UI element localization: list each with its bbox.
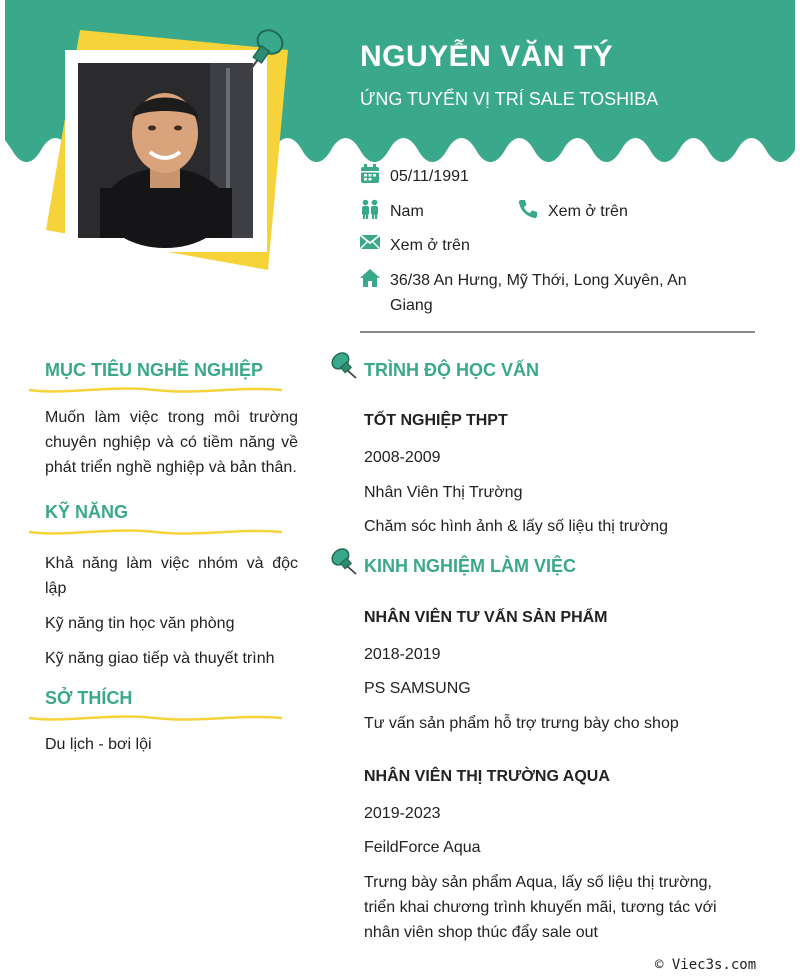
pushpin-icon — [331, 352, 359, 380]
wavy-divider — [28, 713, 283, 723]
left-column — [28, 352, 298, 757]
hobby-item: Du lịch - bơi lội — [45, 736, 152, 753]
education-entry-period: 2008-2009 — [364, 449, 441, 466]
email: Xem ở trên — [390, 237, 470, 254]
experience-entry-place: FeildForce Aqua — [364, 839, 481, 856]
pushpin-icon — [331, 548, 359, 576]
birthday: 05/11/1991 — [390, 168, 469, 185]
experience-entry-period: 2019-2023 — [364, 805, 441, 822]
home-icon — [360, 268, 382, 290]
candidate-name: NGUYỄN VĂN TÝ — [360, 40, 614, 73]
experience-entry-desc: Trưng bày sản phẩm Aqua, lấy số liệu thị trường, triển khai chương trình khuyến mãi, tương tác với nhân viên shop thúc đẩy sale out — [364, 874, 717, 941]
education-entry-desc: Chăm sóc hình ảnh & lấy số liệu thị trường — [364, 518, 669, 535]
education-title: TRÌNH ĐỘ HỌC VẤN — [364, 360, 539, 380]
watermark: © Viec3s.com — [655, 957, 757, 973]
address-line-2: Giang — [390, 297, 433, 314]
profile-photo — [40, 28, 290, 273]
objective-title: MỤC TIÊU NGHỀ NGHIỆP — [45, 360, 264, 380]
education-entry-title: TỐT NGHIỆP THPT — [364, 412, 508, 429]
experience-entry-place: PS SAMSUNG — [364, 680, 471, 697]
experience-entry-desc: Tư vấn sản phẩm hỗ trợ trưng bày cho shop — [364, 715, 679, 732]
people-icon — [360, 199, 382, 221]
skill-item: Khả năng làm việc nhóm và độc lập — [45, 555, 298, 597]
applied-position: ỨNG TUYỂN VỊ TRÍ SALE TOSHIBA — [360, 89, 659, 109]
skills-title: KỸ NĂNG — [45, 502, 129, 522]
skill-item: Kỹ năng giao tiếp và thuyết trình — [45, 650, 275, 667]
gender: Nam — [390, 203, 424, 220]
wavy-divider — [28, 385, 283, 395]
experience-entry-period: 2018-2019 — [364, 646, 441, 663]
contact-divider — [360, 331, 755, 333]
phone-icon — [518, 199, 540, 221]
objective-text: Muốn làm việc trong môi trường chuyên nghiệp và có tiềm năng về phát triển nghề nghiệp và bản thân. — [45, 409, 298, 476]
education-entry-place: Nhân Viên Thị Trường — [364, 484, 523, 501]
mail-icon — [360, 234, 382, 256]
experience-title: KINH NGHIỆM LÀM VIỆC — [364, 556, 577, 576]
calendar-icon — [360, 164, 382, 186]
hobbies-title: SỞ THÍCH — [45, 688, 133, 708]
skill-item: Kỹ năng tin học văn phòng — [45, 615, 235, 632]
wavy-divider — [28, 527, 283, 537]
address-line-1: 36/38 An Hưng, Mỹ Thới, Long Xuyên, An — [390, 272, 687, 289]
experience-entry-title: NHÂN VIÊN TƯ VẤN SẢN PHẨM — [364, 609, 608, 626]
experience-entry-title: NHÂN VIÊN THỊ TRƯỜNG AQUA — [364, 768, 610, 785]
phone: Xem ở trên — [548, 203, 628, 220]
